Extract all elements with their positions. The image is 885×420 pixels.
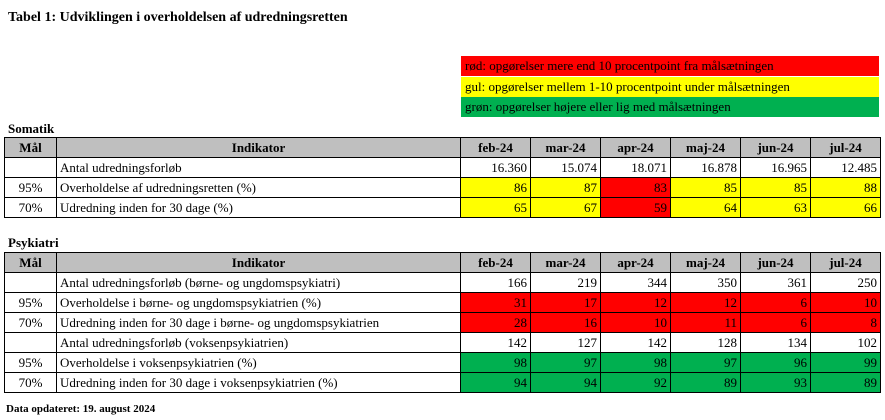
header-month: jul-24 [811,253,881,273]
value-cell: 16 [531,313,601,333]
value-cell: 31 [461,293,531,313]
value-cell: 89 [811,373,881,393]
table-header-row [5,138,881,158]
value-cell: 142 [601,333,671,353]
header-goal: Mål [5,138,57,158]
header-month: feb-24 [461,138,531,158]
indicator-cell: Overholdelse i børne- og ungdomspsykiatrien (%) [57,293,461,313]
header-month: jun-24 [741,138,811,158]
value-cell: 344 [601,273,671,293]
legend-item-yellow: gul: opgørelser mellem 1-10 procentpoint under målsætningen [461,77,879,97]
value-cell: 59 [601,198,671,218]
goal-cell [5,273,57,293]
indicator-cell: Overholdelse af udredningsretten (%) [57,178,461,198]
table-somatik [4,137,881,218]
section-title-somatik: Somatik [8,121,55,136]
value-cell: 98 [601,353,671,373]
value-cell: 67 [531,198,601,218]
indicator-cell: Antal udredningsforløb [57,158,461,178]
indicator-cell: Overholdelse i voksenpsykiatrien (%) [57,353,461,373]
value-cell: 94 [531,373,601,393]
value-cell: 92 [601,373,671,393]
value-cell: 12 [671,293,741,313]
indicator-cell: Antal udredningsforløb (børne- og ungdomspsykiatri) [57,273,461,293]
value-cell: 142 [461,333,531,353]
value-cell: 83 [601,178,671,198]
value-cell: 87 [531,178,601,198]
table-row [5,293,881,313]
goal-cell: 95% [5,353,57,373]
value-cell: 99 [811,353,881,373]
table-row [5,273,881,293]
value-cell: 85 [741,178,811,198]
value-cell: 102 [811,333,881,353]
header-month: feb-24 [461,253,531,273]
header-month: jun-24 [741,253,811,273]
header-month: apr-24 [601,253,671,273]
goal-cell: 70% [5,313,57,333]
goal-cell: 95% [5,293,57,313]
value-cell: 361 [741,273,811,293]
value-cell: 16.360 [461,158,531,178]
value-cell: 64 [671,198,741,218]
value-cell: 219 [531,273,601,293]
table-row [5,198,881,218]
value-cell: 11 [671,313,741,333]
value-cell: 97 [531,353,601,373]
legend-item-green: grøn: opgørelser højere eller lig med målsætningen [461,97,879,117]
value-cell: 6 [741,313,811,333]
value-cell: 93 [741,373,811,393]
header-month: apr-24 [601,138,671,158]
value-cell: 166 [461,273,531,293]
value-cell: 134 [741,333,811,353]
table-row [5,313,881,333]
section-title-psykiatri: Psykiatri [8,235,59,250]
value-cell: 18.071 [601,158,671,178]
value-cell: 97 [671,353,741,373]
header-indicator: Indikator [57,138,461,158]
value-cell: 85 [671,178,741,198]
header-month: jul-24 [811,138,881,158]
page-title: Tabel 1: Udviklingen i overholdelsen af udredningsretten [8,10,348,25]
header-goal: Mål [5,253,57,273]
indicator-cell: Udredning inden for 30 dage i voksenpsykiatrien (%) [57,373,461,393]
value-cell: 350 [671,273,741,293]
goal-cell: 70% [5,373,57,393]
goal-cell: 70% [5,198,57,218]
header-month: maj-24 [671,253,741,273]
header-month: maj-24 [671,138,741,158]
value-cell: 96 [741,353,811,373]
value-cell: 66 [811,198,881,218]
value-cell: 94 [461,373,531,393]
value-cell: 250 [811,273,881,293]
goal-cell: 95% [5,178,57,198]
value-cell: 10 [811,293,881,313]
value-cell: 17 [531,293,601,313]
goal-cell [5,333,57,353]
table-row [5,158,881,178]
value-cell: 128 [671,333,741,353]
value-cell: 6 [741,293,811,313]
value-cell: 16.878 [671,158,741,178]
value-cell: 127 [531,333,601,353]
value-cell: 98 [461,353,531,373]
value-cell: 16.965 [741,158,811,178]
table-row [5,178,881,198]
indicator-cell: Udredning inden for 30 dage i børne- og ungdomspsykiatrien [57,313,461,333]
data-updated-note: Data opdateret: 19. august 2024 [6,403,156,415]
value-cell: 8 [811,313,881,333]
legend-item-red: rød: opgørelser mere end 10 procentpoint fra målsætningen [461,56,879,76]
goal-cell [5,158,57,178]
value-cell: 89 [671,373,741,393]
value-cell: 12.485 [811,158,881,178]
table-row [5,333,881,353]
value-cell: 88 [811,178,881,198]
header-month: mar-24 [531,138,601,158]
table-row [5,373,881,393]
indicator-cell: Antal udredningsforløb (voksenpsykiatrien) [57,333,461,353]
table-psykiatri [4,252,881,393]
value-cell: 28 [461,313,531,333]
value-cell: 65 [461,198,531,218]
header-month: mar-24 [531,253,601,273]
table-header-row [5,253,881,273]
value-cell: 10 [601,313,671,333]
value-cell: 12 [601,293,671,313]
value-cell: 63 [741,198,811,218]
value-cell: 15.074 [531,158,601,178]
header-indicator: Indikator [57,253,461,273]
indicator-cell: Udredning inden for 30 dage (%) [57,198,461,218]
table-row [5,353,881,373]
value-cell: 86 [461,178,531,198]
